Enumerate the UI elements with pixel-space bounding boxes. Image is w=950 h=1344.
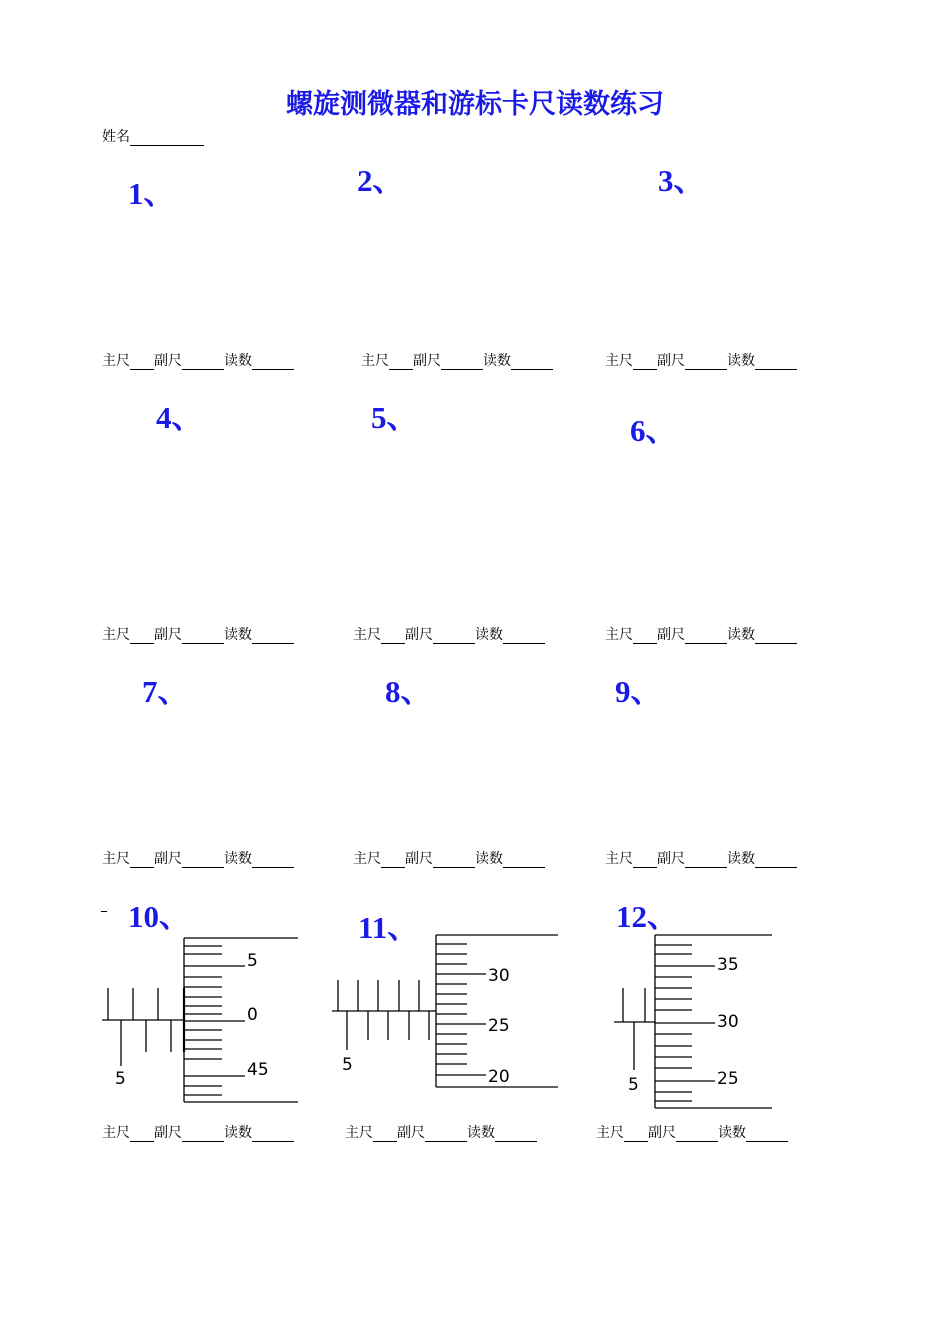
problem-number-11: 11、 (358, 910, 419, 945)
main-scale-blank[interactable] (633, 854, 657, 868)
reading-blank[interactable] (746, 1128, 788, 1142)
thimble-label: 5 (247, 951, 258, 971)
problem-number-4: 4、 (156, 400, 203, 435)
reading-label: 读数 (483, 353, 511, 369)
micrometer-diagram-11 (330, 930, 570, 1100)
answer-line (605, 848, 797, 868)
reading-blank[interactable] (503, 854, 545, 868)
reading-label: 读数 (224, 353, 252, 369)
vernier-label: 副尺 (405, 851, 433, 867)
answer-line (596, 1122, 788, 1142)
main-scale-label: 主尺 (102, 851, 130, 867)
answer-line (361, 350, 553, 370)
vernier-label: 副尺 (405, 627, 433, 643)
vernier-blank[interactable] (441, 356, 483, 370)
main-scale-blank[interactable] (130, 630, 154, 644)
reading-label: 读数 (727, 353, 755, 369)
thimble-label: 0 (247, 1005, 258, 1025)
answer-line (102, 1122, 294, 1142)
name-blank[interactable] (130, 132, 204, 146)
main-scale-blank[interactable] (389, 356, 413, 370)
reading-label: 读数 (475, 851, 503, 867)
sleeve-label: 5 (628, 1075, 639, 1095)
main-scale-label: 主尺 (605, 627, 633, 643)
thimble-label: 30 (488, 966, 510, 986)
problem-number-5: 5、 (371, 400, 418, 435)
main-scale-label: 主尺 (102, 353, 130, 369)
micrometer-diagram-10 (100, 930, 310, 1110)
answer-line (605, 350, 797, 370)
problem-number-1: 1、 (128, 176, 175, 211)
name-field[interactable] (102, 126, 204, 146)
vernier-blank[interactable] (182, 630, 224, 644)
vernier-label: 副尺 (648, 1125, 676, 1141)
reading-blank[interactable] (252, 854, 294, 868)
vernier-blank[interactable] (425, 1128, 467, 1142)
main-scale-label: 主尺 (353, 851, 381, 867)
sleeve-label: 5 (115, 1069, 126, 1089)
reading-label: 读数 (467, 1125, 495, 1141)
thimble-label: 25 (717, 1069, 739, 1089)
problem-number-2: 2、 (357, 163, 404, 198)
vernier-blank[interactable] (676, 1128, 718, 1142)
vernier-label: 副尺 (154, 851, 182, 867)
main-scale-blank[interactable] (633, 630, 657, 644)
problem-number-6: 6、 (630, 413, 677, 448)
vernier-label: 副尺 (657, 851, 685, 867)
problem-number-9: 9、 (615, 674, 662, 709)
problem-number-12: 12、 (616, 899, 678, 934)
vernier-label: 副尺 (657, 353, 685, 369)
answer-line (345, 1122, 537, 1142)
answer-line (102, 624, 294, 644)
problem-number-10: 10、 (128, 899, 190, 934)
answer-line (353, 624, 545, 644)
vernier-blank[interactable] (182, 1128, 224, 1142)
reading-blank[interactable] (252, 630, 294, 644)
main-scale-blank[interactable] (624, 1128, 648, 1142)
reading-blank[interactable] (755, 356, 797, 370)
stray-dash (101, 911, 107, 912)
reading-label: 读数 (475, 627, 503, 643)
vernier-blank[interactable] (182, 356, 224, 370)
main-scale-label: 主尺 (353, 627, 381, 643)
thimble-label: 30 (717, 1012, 739, 1032)
answer-line (102, 350, 294, 370)
main-scale-label: 主尺 (596, 1125, 624, 1141)
reading-blank[interactable] (495, 1128, 537, 1142)
vernier-label: 副尺 (154, 353, 182, 369)
vernier-label: 副尺 (657, 627, 685, 643)
thimble-label: 35 (717, 955, 739, 975)
problem-number-3: 3、 (658, 163, 705, 198)
reading-blank[interactable] (755, 630, 797, 644)
main-scale-blank[interactable] (130, 1128, 154, 1142)
main-scale-blank[interactable] (130, 356, 154, 370)
main-scale-blank[interactable] (130, 854, 154, 868)
vernier-label: 副尺 (154, 1125, 182, 1141)
main-scale-blank[interactable] (381, 854, 405, 868)
micrometer-diagram-12 (610, 930, 790, 1115)
vernier-blank[interactable] (685, 630, 727, 644)
answer-line (102, 848, 294, 868)
reading-label: 读数 (727, 851, 755, 867)
problem-number-7: 7、 (142, 674, 189, 709)
problem-number-8: 8、 (385, 674, 432, 709)
sleeve-label: 5 (342, 1055, 353, 1075)
main-scale-blank[interactable] (381, 630, 405, 644)
vernier-label: 副尺 (154, 627, 182, 643)
vernier-blank[interactable] (433, 630, 475, 644)
main-scale-label: 主尺 (605, 851, 633, 867)
main-scale-label: 主尺 (345, 1125, 373, 1141)
thimble-label: 20 (488, 1067, 510, 1087)
page-title: 螺旋测微器和游标卡尺读数练习 (286, 89, 664, 120)
name-label: 姓名 (102, 129, 130, 145)
answer-line (605, 624, 797, 644)
vernier-blank[interactable] (685, 356, 727, 370)
reading-label: 读数 (224, 851, 252, 867)
reading-label: 读数 (727, 627, 755, 643)
vernier-blank[interactable] (685, 854, 727, 868)
vernier-label: 副尺 (413, 353, 441, 369)
thimble-label: 45 (247, 1060, 269, 1080)
main-scale-label: 主尺 (102, 1125, 130, 1141)
reading-blank[interactable] (503, 630, 545, 644)
main-scale-blank[interactable] (373, 1128, 397, 1142)
vernier-label: 副尺 (397, 1125, 425, 1141)
reading-label: 读数 (718, 1125, 746, 1141)
reading-label: 读数 (224, 627, 252, 643)
main-scale-label: 主尺 (102, 627, 130, 643)
reading-blank[interactable] (755, 854, 797, 868)
reading-blank[interactable] (252, 1128, 294, 1142)
vernier-blank[interactable] (433, 854, 475, 868)
answer-line (353, 848, 545, 868)
thimble-label: 25 (488, 1016, 510, 1036)
reading-blank[interactable] (511, 356, 553, 370)
main-scale-label: 主尺 (361, 353, 389, 369)
reading-label: 读数 (224, 1125, 252, 1141)
reading-blank[interactable] (252, 356, 294, 370)
main-scale-label: 主尺 (605, 353, 633, 369)
main-scale-blank[interactable] (633, 356, 657, 370)
vernier-blank[interactable] (182, 854, 224, 868)
